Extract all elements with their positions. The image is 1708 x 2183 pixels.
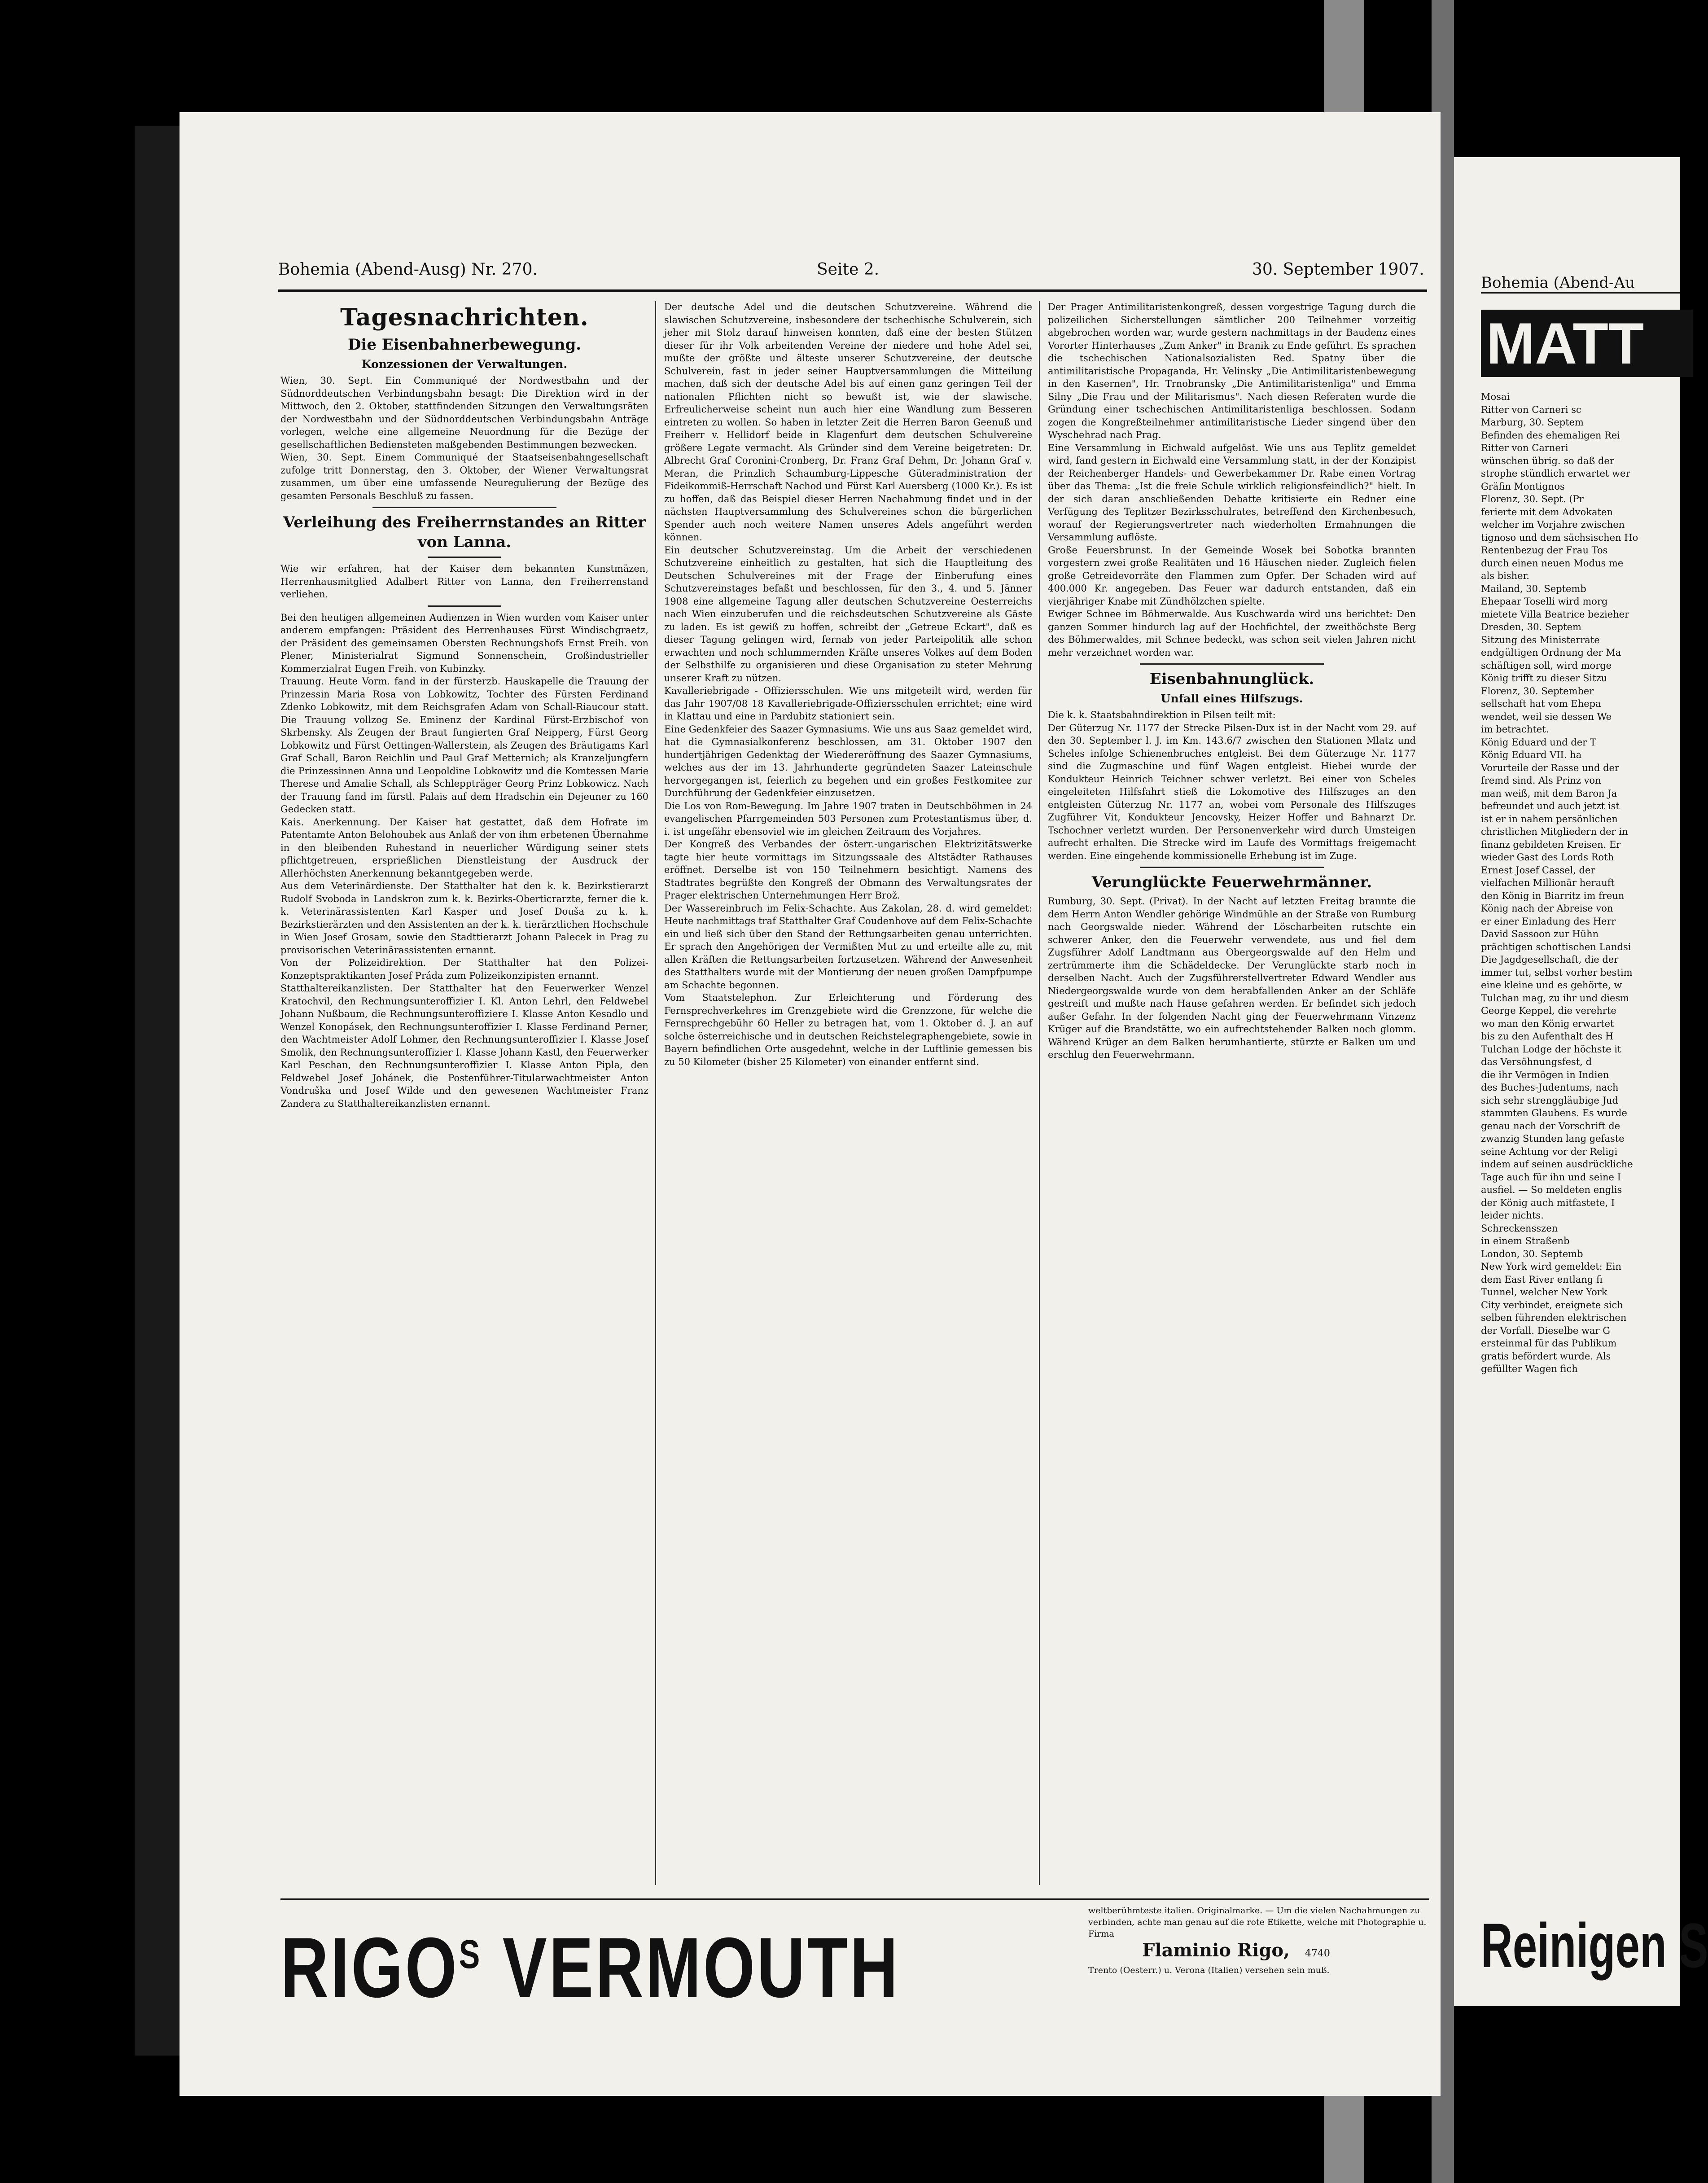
next-page-line: ferierte mit dem Advokaten bbox=[1481, 506, 1613, 517]
next-page-line: wo man den König erwartet bbox=[1481, 1018, 1614, 1029]
article-paragraph: Wien, 30. Sept. Einem Communiqué der Staatseisenbahngesellschaft zufolge tritt Donnerstag, den 3. Oktober, der Wiener Verwaltungsrat zusammen, um über eine umfassende Neuregulierung der Bezüge des gesamten Personals Beschluß zu fassen. bbox=[280, 452, 648, 501]
section-divider bbox=[428, 605, 501, 607]
advert-fineprint bbox=[1088, 1905, 1429, 1976]
next-page-line: Befinden des ehemaligen Rei bbox=[1481, 430, 1620, 441]
next-page-line: dem East River entlang fi bbox=[1481, 1274, 1603, 1285]
article-paragraph: Kais. Anerkennung. Der Kaiser hat gestattet, daß dem Hofrate im Patentamte Anton Belohoubek aus Anlaß der von ihm erbetenen Übernahme in den bleibenden Ruhestand in neuerlicher Würdigung seiner stets pflichtgetreuen, ersprießlichen Dienstleistung der Ausdruck der Allerhöchsten Anerkennung bekanntgegeben werde. bbox=[280, 816, 648, 879]
next-page-line: Mosai bbox=[1481, 391, 1510, 402]
next-page-line: ist er in nahem persönlichen bbox=[1481, 813, 1618, 824]
article-paragraph: Trauung. Heute Vorm. fand in der fürsterzb. Hauskapelle die Trauung der Prinzessin Maria Rosa von Lobkowitz, Tochter des Fürsten Ferdinand Zdenko Lobkowitz, mit dem Reichsgrafen Adam von Schall-Riaucour statt. Die Trauung vollzog Se. Eminenz der Kardinal Fürst-Erzbischof von Skrbensky. Als Zeugen der Braut fungierten Graf Neipperg, Fürst Georg Lobkowitz und Fürst Oettingen-Wallerstein, als Zeugen des Bräutigams Karl Graf Schall, Baron Reichlin und Paul Graf Metternich; als Kranzeljungfern die Prinzessinnen Anna und Leopoldine Lobkowitz und die Komtessen Marie Therese und Amalie Schall, als Schleppträger Georg Prinz Lobkowicz. Nach der Trauung fand im fürstl. Palais auf dem Hradschin ein Dejeuner zu 160 Gedecken statt. bbox=[280, 676, 648, 815]
next-page-line: durch einen neuen Modus me bbox=[1481, 557, 1624, 569]
header-date: 30. September 1907. bbox=[1252, 260, 1424, 279]
section-divider bbox=[372, 507, 556, 508]
header-rule bbox=[278, 289, 1427, 292]
article-title-eisenbahnerbewegung: Die Eisenbahnerbewegung. bbox=[347, 336, 582, 354]
next-page-line: genau nach der Vorschrift de bbox=[1481, 1120, 1620, 1131]
advert-rule bbox=[280, 1898, 1429, 1900]
next-page-line: wendet, weil sie dessen We bbox=[1481, 711, 1612, 722]
article-subtitle-konzessionen: Konzessionen der Verwaltungen. bbox=[361, 358, 568, 371]
article-paragraph: Rumburg, 30. Sept. (Privat). In der Nacht auf letzten Freitag brannte die dem Herrn Anton Wendler gehörige Windmühle an der Straße von Rumburg nach Georgswalde nieder. Während der Löscharbeiten rutschte ein schwerer Anker, den die Feuerwehr verwendete, aus und fiel dem Zugsführer Adolf Landtmann aus Obergeorgswalde auf den Helm und zertrümmerte ihm die Schädeldecke. Der Verunglückte starb noch in derselben Nacht. Auch der Zugsführerstellvertreter Edward Wendler aus Niedergeorgswalde wurde von dem herabfallenden Anker an der Schläfe gestreift und mußte nach Hause gefahren werden. Er befindet sich jedoch außer Gefahr. In der folgenden Nacht ging der Feuerwehrmann Vinzenz Krüger auf die Brandstätte, wo ein aufrechtstehender Balken noch glomm. Während Krüger an dem Balken herumhantierte, stürzte er Balken um und erschlug den Feuerwehrmann. bbox=[1048, 896, 1416, 1060]
next-page-line: eine kleine und es gehörte, w bbox=[1481, 980, 1622, 991]
article-paragraph: Wien, 30. Sept. Ein Communiqué der Nordwestbahn und der Südnorddeutschen Verbindungsbahn besagt: Die Direktion wird in der Mittwoch, den 2. Oktober, stattfindenden Sitzungen den Verwaltungsräten der Nordwestbahn und der Südnorddeutschen Verbindungsbahn Anträge vorlegen, welche eine allgemeine Neuordnung für die Bezüge der gesellschaftlichen Bediensteten maßgebenden Bestimmungen bezwecken. bbox=[280, 375, 648, 450]
next-page-column bbox=[1481, 390, 1692, 1939]
next-page-line: Ritter von Carneri bbox=[1481, 443, 1568, 453]
next-page-line: leider nichts. bbox=[1481, 1210, 1544, 1221]
article-paragraph: Von der Polizeidirektion. Der Statthalter hat den Polizei-Konzeptspraktikanten Josef Práda zum Polizeikonzipisten ernannt. bbox=[280, 957, 648, 981]
column-3 bbox=[1048, 301, 1416, 1885]
section-divider bbox=[1140, 867, 1324, 868]
next-page-line: schäftigen soll, wird morge bbox=[1481, 660, 1612, 671]
advert-brand-sup: S bbox=[459, 1932, 482, 1977]
article-paragraph: Der deutsche Adel und die deutschen Schutzvereine. Während die slawischen Schutzvereine, insbesondere der tschechische Schulverein, sich jeher mit Stolz darauf hinweisen konnten, daß eine der besten Stützen dieser für ihr Volk arbeitenden Vereine der niedere und hohe Adel sei, mußte der größte und älteste unserer Schutzvereine, der deutsche Schulverein, fast in jeder seiner Hauptversammlungen die Mitteilung machen, daß sich der deutsche Adel bis auf einen ganz geringen Teil der nationalen Pflichten nicht so bewußt ist, wie der slawische. Erfreulicherweise scheint nun auch hier eine Wandlung zum Besseren eintreten zu wollen. So haben in letzter Zeit die Herren Baron Geenuß und Freiherr v. Hellidorf beide in Klagenfurt dem deutschen Schulvereine größere Legate vermacht. Als Gründer sind dem Vereine beigetreten: Dr. Albrecht Graf Coronini-Cronberg, Dr. Franz Graf Dehm, Dr. Johann Graf v. Meran, die Prinzlich Schaumburg-Lippesche Güteradministration der Fideikommiß-Herrschaft Nachod und Fürst Karl Auersberg (1000 Kr.). Es ist zu hoffen, daß das Beispiel dieser Herren Nachahmung findet und in der nächsten Hauptversammlung des Schulvereines schon die bürgerlichen Spender auch noch weitere Namen unseres Adels angeführt werden können. bbox=[664, 302, 1032, 543]
next-page-line: des Buches-Judentums, nach bbox=[1481, 1082, 1619, 1093]
next-page-line: christlichen Mitgliedern der in bbox=[1481, 826, 1628, 837]
next-page-line: gratis befördert wurde. Als bbox=[1481, 1350, 1611, 1362]
next-page-line: Schreckensszen bbox=[1481, 1223, 1558, 1234]
next-page-line: finanz gebildeten Kreisen. Er bbox=[1481, 839, 1621, 850]
advert-brand: RIGO bbox=[280, 1920, 459, 2016]
next-page-line: David Sassoon zur Hühn bbox=[1481, 929, 1599, 939]
next-page-line: im betrachtet. bbox=[1481, 724, 1549, 735]
article-paragraph: Bei den heutigen allgemeinen Audienzen in Wien wurden vom Kaiser unter anderem empfangen: Präsident des Herrenhauses Fürst Windischgraetz, der Präsident des gemeinsamen Obersten Rechnungshofs Ernst Freih. von Plener, Ministerialrat Sigmund Sonnenschein, Großindustrieller Kommerzialrat Eugen Freih. von Kubinzky. bbox=[280, 612, 648, 674]
next-page-partial bbox=[1454, 157, 1708, 2006]
column-1 bbox=[280, 301, 648, 1885]
advert-headline bbox=[280, 1903, 900, 2019]
advert-maker: Flaminio Rigo, bbox=[1142, 1940, 1290, 1961]
next-page-line: Dresden, 30. Septem bbox=[1481, 622, 1581, 632]
next-page-line: Ritter von Carneri sc bbox=[1481, 404, 1581, 415]
next-page-line: ersteinmal für das Publikum bbox=[1481, 1338, 1617, 1349]
next-page-line: endgültigen Ordnung der Ma bbox=[1481, 647, 1621, 658]
article-paragraph: Eine Gedenkfeier des Saazer Gymnasiums. Wie uns aus Saaz gemeldet wird, hat die Gymnasialkonferenz beschlossen, am 31. Oktober 1907 den hundertjährigen Gedenktag der Wiedereröffnung des Saazer Gymnasiums, welches aus der im 13. Jahrhunderte gegründeten Saazer Lateinschule hervorgegangen ist, feierlich zu begehen und ein großes Festkomitee zur Durchführung der Gedenkfeier einzusetzen. bbox=[664, 723, 1032, 798]
scan-shadow-left bbox=[135, 126, 180, 2056]
section-divider bbox=[1140, 663, 1324, 665]
next-page-line: man weiß, mit dem Baron Ja bbox=[1481, 788, 1617, 799]
next-page-line: ausfiel. — So meldeten englis bbox=[1481, 1184, 1622, 1195]
article-title-feuerwehrmaenner: Verunglückte Feuerwehrmänner. bbox=[1091, 873, 1372, 891]
next-page-line: Florenz, 30. September bbox=[1481, 685, 1594, 697]
article-paragraph: Der Güterzug Nr. 1177 der Strecke Pilsen-Dux ist in der Nacht vom 29. auf den 30. September l. J. im Km. 143.6/7 zwischen den Stationen Mlatz und Scheles infolge Schienenbruches entgleist. Bei dem Güterzuge Nr. 1177 sind die Zugmaschine und fünf Wagen entgleist. Hiebei wurde der Kondukteur Heinrich Teichner schwer verletzt. Bei einer von Scheles eingeleiteten Hilfsfahrt stieß die Lokomotive des Hilfszuges an den entgleisten Güterzug Nr. 1177 an, wobei vom Personale des Hilfszuges Zugführer Vit, Kondukteur Jencovsky, Heizer Hoffer und Bahnarzt Dr. Tschochner verletzt wurden. Der Personenverkehr wird durch Umsteigen aufrecht erhalten. Die Strecke wird im Laufe des Vormittags freigemacht werden. Eine eingehende kommissionelle Erhebung ist im Zuge. bbox=[1048, 722, 1416, 861]
article-title-eisenbahnunglueck: Eisenbahnunglück. bbox=[1149, 670, 1314, 688]
column-separator bbox=[1039, 301, 1040, 1885]
article-paragraph: Statthaltereikanzlisten. Der Statthalter hat den Feuerwerker Wenzel Kratochvil, den Rechnungsunteroffizier I. Kl. Anton Lehrl, den Feldwebel Johann Nußbaum, die Rechnungsunteroffiziere I. Klasse Anton Kesadlo und Wenzel Konopásek, den Rechnungsunteroffizier I. Klasse Ferdinand Perner, den Wachtmeister Adolf Lohmer, den Rechnungsunteroffizier I. Klasse Josef Smolik, den Rechnungsunteroffizier I. Klasse Johann Kastl, den Feuerwerker Karl Peschan, den Rechnungsunteroffizier I. Klasse Anton Pipla, den Feldwebel Josef Johánek, die Postenführer-Titularwachtmeister Anton Vondruška und Josef Wilde und den gewesenen Wachtmeister Franz Zandera zu Statthaltereikanzlisten ernannt. bbox=[280, 983, 648, 1109]
next-page-line: als bisher. bbox=[1481, 570, 1529, 581]
next-page-advert: Reinigen S bbox=[1481, 1910, 1708, 1981]
next-page-header-rule bbox=[1481, 292, 1680, 294]
next-page-line: König Eduard und der T bbox=[1481, 736, 1596, 748]
next-page-line: das Versöhnungsfest, d bbox=[1481, 1056, 1592, 1067]
next-page-line: die ihr Vermögen in Indien bbox=[1481, 1069, 1609, 1080]
next-page-line: Ernest Josef Cassel, der bbox=[1481, 864, 1595, 876]
next-page-line: wieder Gast des Lords Roth bbox=[1481, 852, 1614, 863]
column-separator bbox=[655, 301, 656, 1885]
header-page-number: Seite 2. bbox=[817, 260, 880, 279]
advert-maker-line bbox=[1142, 1940, 1429, 1964]
article-paragraph: Der Wassereinbruch im Felix-Schachte. Aus Zakolan, 28. d. wird gemeldet: Heute nachmittags traf Statthalter Graf Coudenhove auf dem Felix-Schachte ein und ließ sich über den Stand der Rettungsarbeiten genau unterrichten. Er sprach den Angehörigen der Vermißten Mut zu und erteilte alle zu, mit allen Kräften die Rettungsarbeiten fortzusetzen. Während der Anwesenheit des Statthalters wurde mit der Montierung der neuen großen Dampfpumpe am Schachte begonnen. bbox=[664, 903, 1032, 991]
next-page-line: Florenz, 30. Sept. (Pr bbox=[1481, 494, 1584, 504]
advert-text: weltberühmteste italien. Originalmarke. — Um die vielen Nachahmungen zu verbinden, achte man genau auf die rote Etikette, welche mit Photographie u. Firma bbox=[1088, 1906, 1427, 1939]
next-page-header: Bohemia (Abend-Au bbox=[1481, 274, 1635, 292]
article-paragraph: Ewiger Schnee im Böhmerwalde. Aus Kuschwarda wird uns berichtet: Den ganzen Sommer hindurch lag auf der Hochfichtel, der zweithöchste Berg des Böhmerwaldes, mit Schnee bedeckt, was schon seit vielen Jahren nicht mehr verzeichnet worden war. bbox=[1048, 609, 1416, 658]
next-page-line: Vorurteile der Rasse und der bbox=[1481, 762, 1620, 773]
next-page-line: König Eduard VII. ha bbox=[1481, 750, 1582, 760]
next-page-line: König trifft zu dieser Sitzu bbox=[1481, 673, 1607, 684]
article-subtitle-hilfszug: Unfall eines Hilfszugs. bbox=[1161, 692, 1303, 705]
advert-number: 4740 bbox=[1305, 1948, 1330, 1959]
next-page-line: Marburg, 30. Septem bbox=[1481, 417, 1584, 428]
article-paragraph: Die k. k. Staatsbahndirektion in Pilsen teilt mit: bbox=[1048, 710, 1276, 720]
next-page-line: indem auf seinen ausdrückliche bbox=[1481, 1159, 1633, 1170]
next-page-line: gefüllter Wagen fich bbox=[1481, 1363, 1578, 1374]
next-page-line: stammten Glaubens. Es wurde bbox=[1481, 1108, 1627, 1118]
page-header bbox=[278, 260, 1427, 287]
next-page-line: Sitzung des Ministerrate bbox=[1481, 634, 1600, 645]
next-page-line: vielfachen Millionär herauft bbox=[1481, 877, 1615, 888]
article-paragraph: Eine Versammlung in Eichwald aufgelöst. Wie uns aus Teplitz gemeldet wird, fand gestern in Eichwald eine Versammlung statt, in der der Konzipist der Reichenberger Handels- und Gewerbekammer Dr. Rabe einen Vortrag über das Thema: „Ist die freie Schule wirklich religionsfeindlich?" hielt. In der sich daran anschließenden Debatte kritisierte ein Redner eine Verfügung des Teplitzer Bezirksschulrates, betreffend den Kirchenbesuch, worauf der Regierungsvertreter nach wiederholten Ermahnungen die Versammlung auflöste. bbox=[1048, 442, 1416, 543]
next-page-line: London, 30. Septemb bbox=[1481, 1248, 1583, 1259]
next-page-banner: MATT bbox=[1481, 310, 1693, 377]
next-page-line: New York wird gemeldet: Ein bbox=[1481, 1261, 1621, 1272]
next-page-line: selben führenden elektrischen bbox=[1481, 1312, 1627, 1323]
next-page-line: Tulchan Lodge der höchste it bbox=[1481, 1043, 1621, 1055]
header-left: Bohemia (Abend-Ausg) Nr. 270. bbox=[278, 260, 538, 279]
section-divider bbox=[428, 557, 501, 558]
next-page-line: Tunnel, welcher New York bbox=[1481, 1287, 1607, 1298]
next-page-line: Ehepaar Toselli wird morg bbox=[1481, 596, 1608, 607]
next-page-line: bis zu den Aufenthalt des H bbox=[1481, 1031, 1614, 1042]
next-page-line: Gräfin Montignos bbox=[1481, 481, 1565, 492]
next-page-line: zwanzig Stunden lang gefaste bbox=[1481, 1133, 1625, 1144]
next-page-line: welcher im Vorjahre zwischen bbox=[1481, 519, 1625, 530]
next-page-line: Mailand, 30. Septemb bbox=[1481, 583, 1586, 594]
next-page-line: der König auch mitfastete, I bbox=[1481, 1197, 1615, 1208]
article-paragraph: Große Feuersbrunst. In der Gemeinde Wosek bei Sobotka brannten vorgestern zwei große Realitäten und 16 Häuschen nieder. Zugleich fielen große Getreidevorräte den Flammen zum Opfer. Der Schaden wird auf 400.000 Kr. angegeben. Das Feuer war dadurch entstanden, daß ein vierjähriger Knabe mit Zündhölzchen spielte. bbox=[1048, 544, 1416, 607]
column-2 bbox=[664, 301, 1032, 1885]
article-paragraph: Kavalleriebrigade - Offiziersschulen. Wie uns mitgeteilt wird, werden für das Jahr 1907/08 18 Kavalleriebrigade-Offiziersschulen errichtet; eine wird in Klattau und eine in Pardubitz stationiert sein. bbox=[664, 685, 1032, 722]
next-page-line: sich sehr strenggläubige Jud bbox=[1481, 1095, 1618, 1106]
next-page-line: der Vorfall. Dieselbe war G bbox=[1481, 1325, 1611, 1336]
advert-address: Trento (Oesterr.) u. Verona (Italien) versehen sein muß. bbox=[1088, 1965, 1330, 1975]
next-page-line: strophe stündlich erwartet wer bbox=[1481, 468, 1630, 479]
next-page-line: mietete Villa Beatrice bezieher bbox=[1481, 609, 1629, 620]
next-page-line: immer tut, selbst vorher bestim bbox=[1481, 967, 1633, 978]
next-page-line: seine Achtung vor der Religi bbox=[1481, 1146, 1618, 1157]
next-page-line: tignoso und dem sächsischen Ho bbox=[1481, 532, 1638, 543]
article-paragraph: Der Kongreß des Verbandes der österr.-ungarischen Elektrizitätswerke tagte hier heute vormittags im Sitzungssaale des Altstädter Rathauses eröffnet. Derselbe ist von 150 Teilnehmern besichtigt. Namens des Stadtrates begrüßte den Kongreß der Obmann des Verwaltungsrates der Prager elektrischen Unternehmungen Herr Brož. bbox=[664, 839, 1032, 901]
next-page-line: City verbindet, ereignete sich bbox=[1481, 1299, 1623, 1311]
next-page-line: König nach der Abreise von bbox=[1481, 903, 1613, 914]
next-page-line: er einer Einladung des Herr bbox=[1481, 916, 1616, 927]
next-page-line: Rentenbezug der Frau Tos bbox=[1481, 545, 1608, 556]
next-page-line: sellschaft hat vom Ehepa bbox=[1481, 698, 1601, 709]
next-page-line: Tulchan mag, zu ihr und diesm bbox=[1481, 992, 1629, 1004]
next-page-line: befreundet und auch jetzt ist bbox=[1481, 801, 1620, 811]
article-paragraph: Der Prager Antimilitaristenkongreß, dessen vorgestrige Tagung durch die polizeilichen Sicherstellungen sämtlicher 200 Teilnehmer vorzeitig abgebrochen worden war, wurde gestern nachmittags in der Baudenz eines Vororter Hinterhauses „Zum Anker" in Branik zu Ende geführt. Es sprachen die tschechischen Nationalsozialisten Red. Spatny über die antimilitaristische Propaganda, Hr. Velinsky „Die Antimilitaristenbewegung in den Kasernen", Hr. Trnobransky „Die Antimilitaristenliga" und Emma Silny „Die Frau und der Militarismus". Nach diesen Referaten wurde die Gründung einer tschechischen Antimilitaristenliga beschlossen. Sodann zogen die Kongreßteilnehmer antimilitaristische Lieder singend über den Wyschehrad nach Prag. bbox=[1048, 302, 1416, 440]
section-title: Tagesnachrichten. bbox=[340, 304, 589, 331]
newspaper-page bbox=[180, 112, 1441, 2096]
advertisement-rigo-vermouth bbox=[280, 1898, 1429, 2016]
article-paragraph: Ein deutscher Schutzvereinstag. Um die Arbeit der verschiedenen Schutzvereine einheitlich zu gestalten, hat sich die Hauptleitung des Deutschen Schulvereines mit der Frage der Einberufung eines Schutzvereinstages befaßt und beschlossen, für den 3., 4. und 5. Jänner 1908 eine allgemeine Tagung aller deutschen Schutzvereine Oesterreichs nach Wien einzuberufen und die reichsdeutschen Schutzvereine als Gäste zu laden. Es ist gewiß zu hoffen, schreibt der „Getreue Eckart", daß es dieser Tagung gelingen wird, fernab von jeder Parteipolitik alle schon erwachten und noch schlummernden Kräfte unseres Volkes auf dem Boden der Selbsthilfe zu organisieren und diese Organisation zu steter Mehrung unserer Kraft zu nützen. bbox=[664, 544, 1032, 684]
article-paragraph: Vom Staatstelephon. Zur Erleichterung und Förderung des Fernsprechverkehres im Grenzgebiete wird die Grenzzone, für welche die Fernsprechgebühr 60 Heller zu betragen hat, vom 1. Oktober d. J. an auf solche österreichische und in deutschen Reichstelegraphengebiete, sowie in Bayern befindlichen Orte ausgedehnt, welche in der Luftlinie gemessen bis zu 50 Kilometer (bisher 25 Kilometer) von einander entfernt sind. bbox=[664, 992, 1032, 1067]
advert-product: VERMOUTH bbox=[502, 1920, 900, 2016]
next-page-line: fremd sind. Als Prinz von bbox=[1481, 775, 1601, 786]
next-page-line: Die Jagdgesellschaft, die der bbox=[1481, 954, 1619, 965]
next-page-line: in einem Straßenb bbox=[1481, 1236, 1570, 1246]
article-paragraph: Die Los von Rom-Bewegung. Im Jahre 1907 traten in Deutschböhmen in 24 evangelischen Pfarrgemeinden 503 Personen zum Protestantismus über, d. i. ist ungefähr ebensoviel wie im gleichen Zeitraum des Vorjahres. bbox=[664, 800, 1032, 837]
next-page-line: den König in Biarritz im freun bbox=[1481, 890, 1625, 901]
next-page-line: George Keppel, die verehrte bbox=[1481, 1005, 1616, 1016]
article-paragraph: Wie wir erfahren, hat der Kaiser dem bekannten Kunstmäzen, Herrenhausmitglied Adalbert Ritter von Lanna, den Freiherrenstand verliehen. bbox=[280, 563, 648, 600]
next-page-line: prächtigen schottischen Landsi bbox=[1481, 941, 1631, 952]
next-page-line: wünschen übrig. so daß der bbox=[1481, 455, 1614, 466]
next-page-line: Tage auch für ihn und seine I bbox=[1481, 1171, 1621, 1183]
article-paragraph: Aus dem Veterinärdienste. Der Statthalter hat den k. k. Bezirkstierarzt Rudolf Svoboda in Landskron zum k. k. Bezirks-Oberticrarzte, ferner die k. k. Veterinärassistenten Karl Kasper und Josef Douša zu k. k. Bezirkstierärzten und den Assistenten an der k. k. tierärztlichen Hochschule in Wien Josef Grosam, sowie den Stadttierarzt Johann Palecek in Prag zu provisorischen Veterinärassistenten ernannt. bbox=[280, 881, 648, 956]
article-title-freiherrnstand: Verleihung des Freiherrnstandes an Ritter von Lanna. bbox=[283, 513, 646, 551]
